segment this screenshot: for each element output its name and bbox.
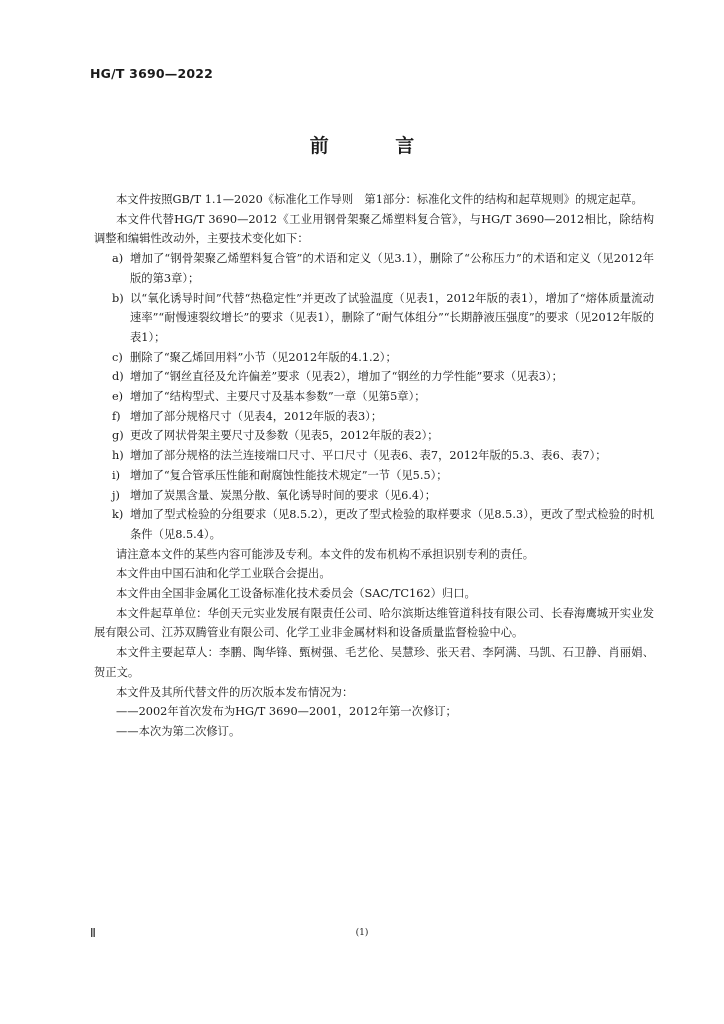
changes-list — [94, 249, 654, 545]
paragraph: 本文件及其所代替文件的历次版本发布情况为： — [116, 685, 354, 699]
list-item — [94, 348, 654, 368]
list-item — [94, 446, 654, 466]
paragraph: 本文件由全国非金属化工设备标准化技术委员会（SAC/TC162）归口。 — [116, 587, 476, 601]
list-label: k) — [112, 508, 124, 522]
list-text: 以“氧化诱导时间”代替“热稳定性”并更改了试验温度（见表1，2012年版的表1），增加了“熔体质量流动速率”“耐慢速裂纹增长”的要求（见表1），删除了“耐气体组分”“长期静液压强度”的要求（见2012年版的表1）； — [130, 291, 654, 344]
list-label: c) — [112, 350, 123, 364]
list-text: 增加了炭黑含量、炭黑分散、氧化诱导时间的要求（见6.4）； — [130, 488, 437, 502]
list-label: b) — [112, 291, 124, 305]
list-label: i) — [112, 468, 121, 482]
page-title: 前 言 — [309, 135, 445, 157]
list-item — [94, 426, 654, 446]
list-item — [94, 407, 654, 427]
list-item — [94, 486, 654, 506]
list-item — [94, 249, 654, 288]
list-text: 增加了“钢丝直径及允许偏差”要求（见表2），增加了“钢丝的力学性能”要求（见表3）； — [130, 370, 563, 384]
list-text: 增加了“复合管承压性能和耐腐蚀性能技术规定”一节（见5.5）； — [130, 468, 448, 482]
list-item — [94, 387, 654, 407]
list-label: h) — [112, 449, 124, 463]
list-text: 删除了“聚乙烯回用料”小节（见2012年版的4.1.2）； — [130, 350, 397, 364]
list-text: 增加了部分规格尺寸（见表4，2012年版的表3）； — [130, 409, 383, 423]
page-number: (1) — [355, 928, 369, 938]
history-item: ——本次为第二次修订。 — [116, 724, 241, 738]
paragraph: 请注意本文件的某些内容可能涉及专利。本文件的发布机构不承担识别专利的责任。 — [116, 547, 534, 561]
list-text: 更改了网状骨架主要尺寸及参数（见表5，2012年版的表2）； — [130, 429, 439, 443]
list-item — [94, 289, 654, 348]
history-item: ——2002年首次发布为HG/T 3690—2001，2012年第一次修订； — [116, 705, 457, 719]
standard-code: HG/T 3690—2022 — [90, 66, 214, 81]
list-label: e) — [112, 390, 124, 404]
paragraph: 本文件代替HG/T 3690—2012《工业用钢骨架聚乙烯塑料复合管》，与HG/T 3690—2012相比，除结构调整和编辑性改动外，主要技术变化如下： — [94, 212, 654, 246]
page-number-roman: Ⅱ — [90, 926, 96, 940]
paragraph: 本文件起草单位：华创天元实业发展有限责任公司、哈尔滨斯达维管道科技有限公司、长春海鹰城开实业发展有限公司、江苏双腾管业有限公司、化学工业非金属材料和设备质量监督检验中心。 — [94, 606, 654, 640]
list-label: a) — [112, 252, 124, 266]
list-label: d) — [112, 370, 124, 384]
paragraph: 本文件按照GB/T 1.1—2020《标准化工作导则 第1部分：标准化文件的结构和起草规则》的规定起草。 — [116, 193, 643, 206]
list-text: 增加了型式检验的分组要求（见8.5.2），更改了型式检验的取样要求（见8.5.3），更改了型式检验的时机条件（见8.5.4）。 — [130, 508, 654, 541]
paragraph: 本文件由中国石油和化学工业联合会提出。 — [116, 567, 331, 581]
list-item — [94, 466, 654, 486]
document-body — [94, 190, 654, 742]
list-item — [94, 505, 654, 544]
list-label: f) — [112, 409, 121, 423]
paragraph: 本文件主要起草人：李鹏、陶华锋、甄树强、毛艺伦、吴慧珍、张天君、李阿满、马凯、石卫静、肖丽娟、贺正文。 — [94, 646, 654, 679]
list-text: 增加了“结构型式、主要尺寸及基本参数”一章（见第5章）； — [130, 390, 426, 404]
list-text: 增加了“钢骨架聚乙烯塑料复合管”的术语和定义（见3.1），删除了“公称压力”的术语和定义（见2012年版的第3章）； — [130, 252, 654, 285]
list-label: g) — [112, 429, 124, 443]
list-label: j) — [112, 488, 120, 502]
list-item — [94, 367, 654, 387]
list-text: 增加了部分规格的法兰连接端口尺寸、平口尺寸（见表6、表7，2012年版的5.3、表6、表7）； — [130, 449, 607, 463]
